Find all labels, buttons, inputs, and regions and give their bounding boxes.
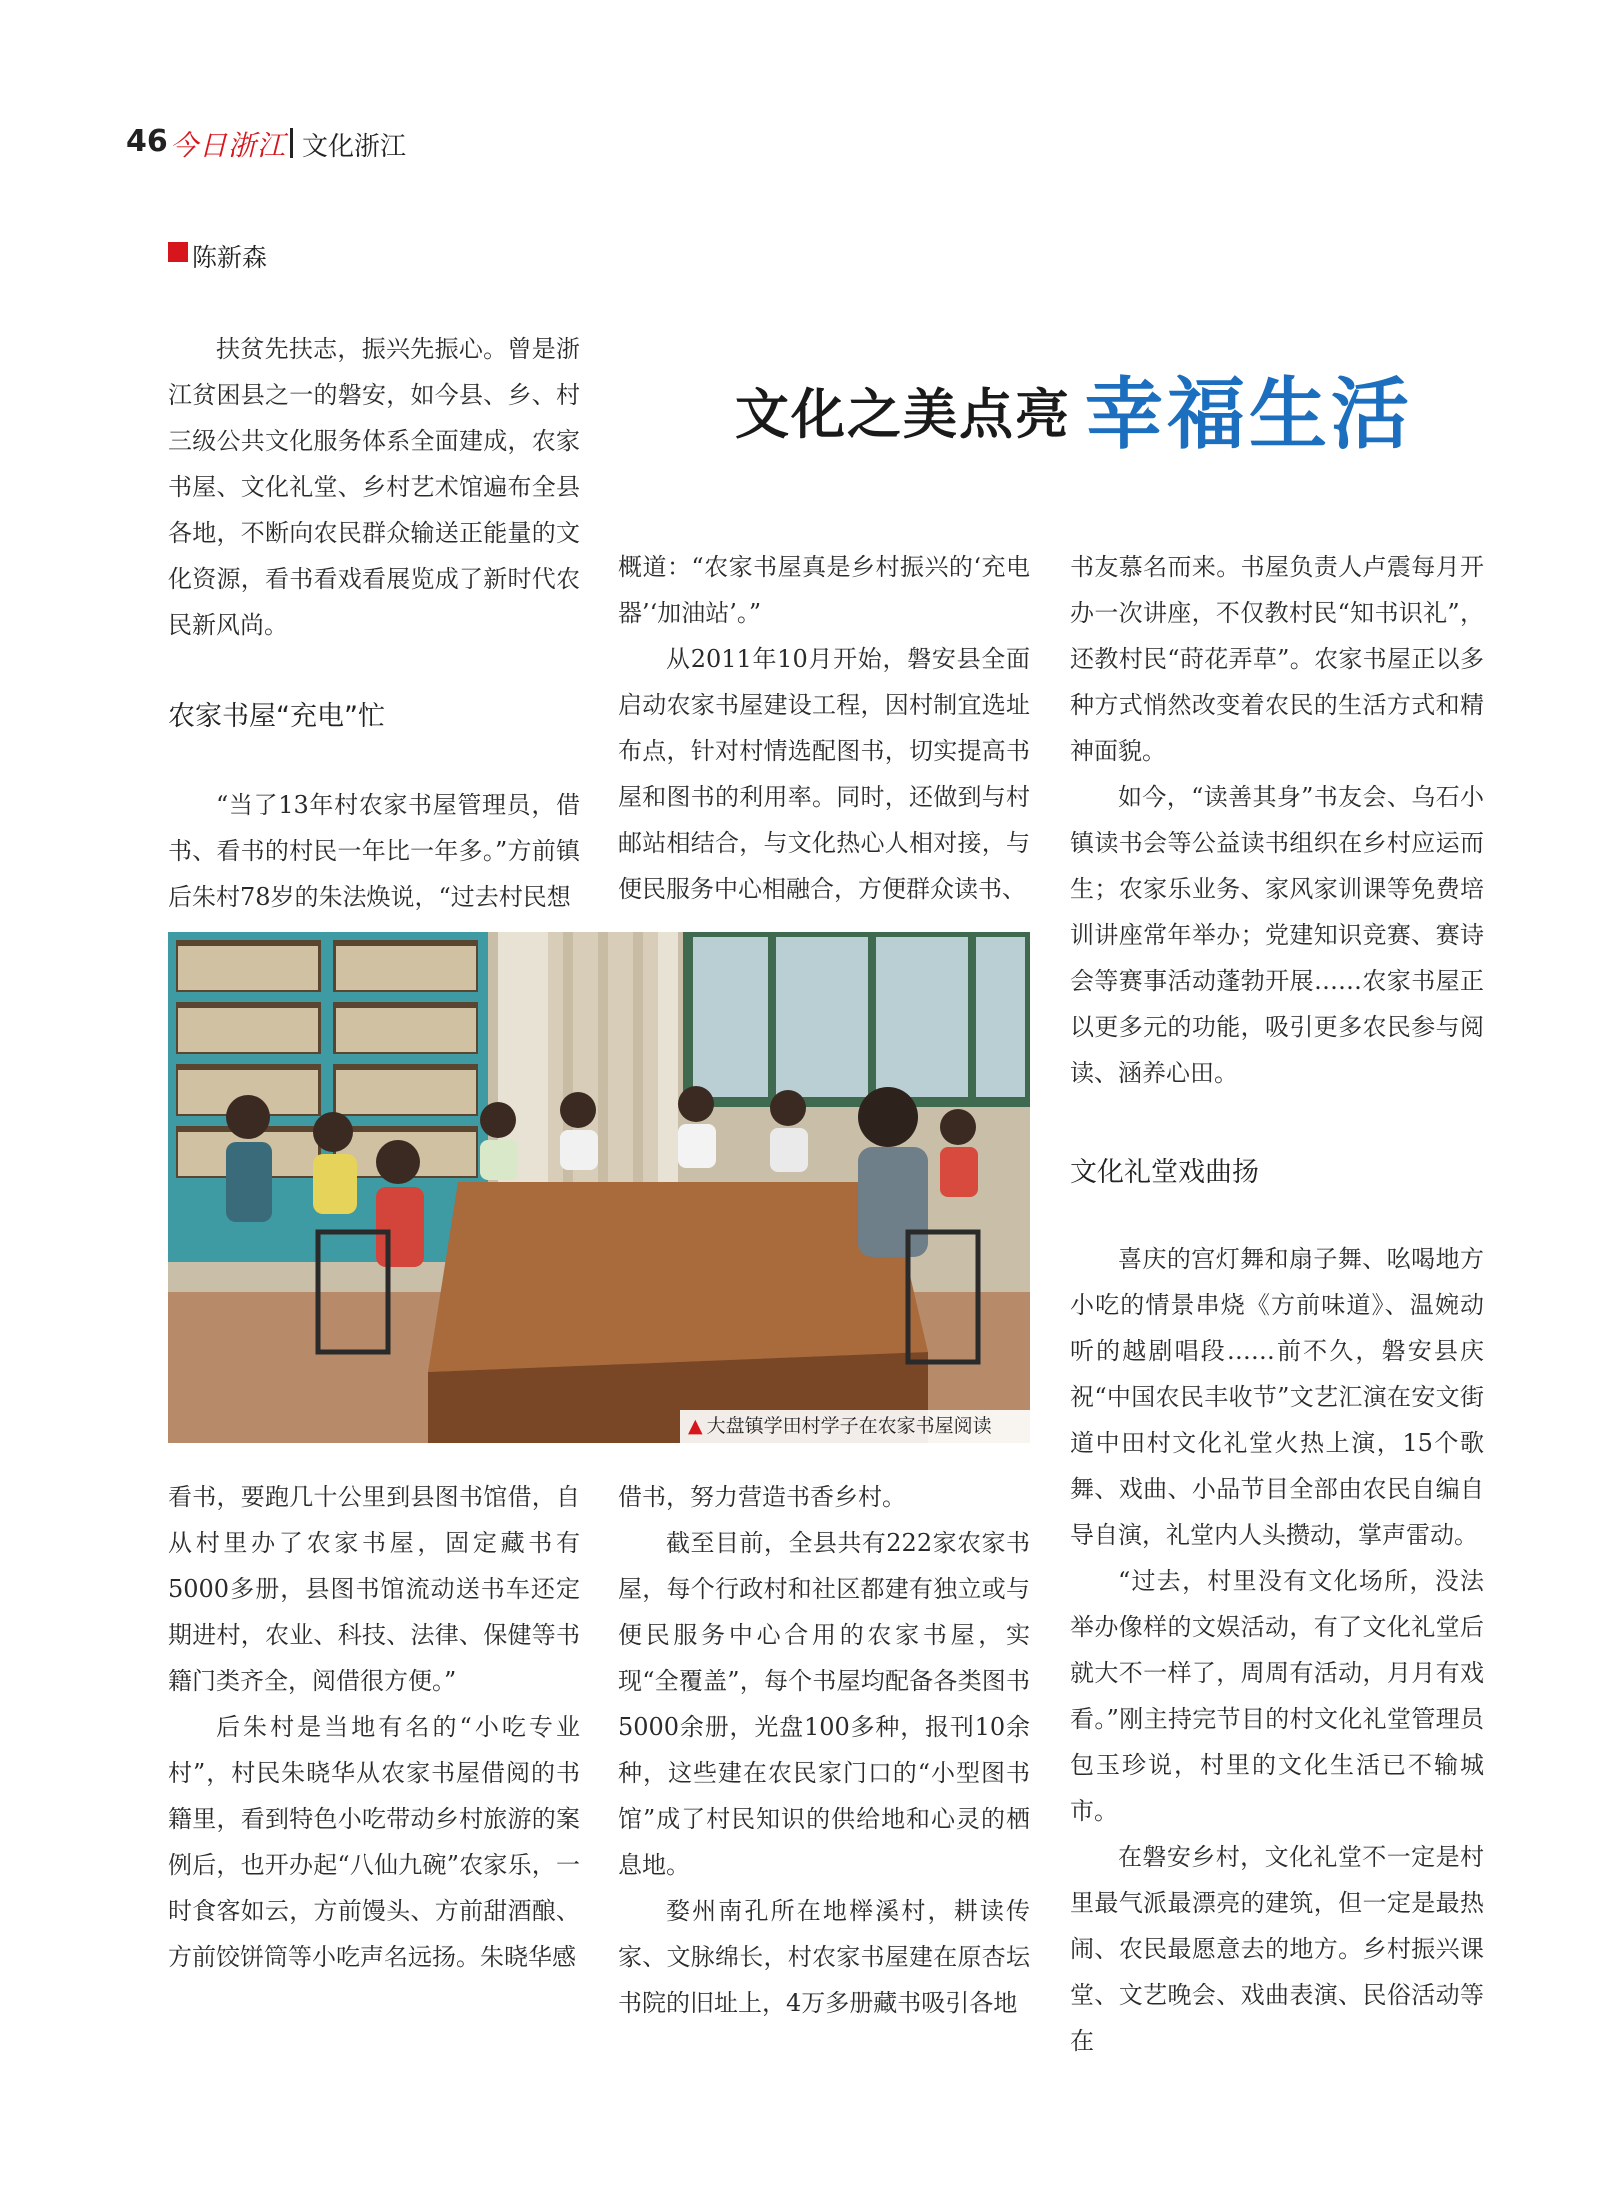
subhead-culture-hall: 文化礼堂戏曲扬 (1070, 1157, 1259, 1188)
paragraph: 看书，要跑几十公里到县图书馆借，自从村里办了农家书屋，固定藏书有5000多册，县图书馆流动送书车还定期进村，农业、科技、法律、保健等书籍门类齐全，阅借很方便。” (168, 1483, 580, 1695)
paragraph: 概道：“农家书屋真是乡村振兴的‘充电器’‘加油站’。” (618, 553, 1030, 627)
article-title-part2: 幸福生活 (1085, 370, 1414, 460)
header-divider (290, 128, 293, 158)
col1-upper (168, 782, 580, 920)
library-photo (168, 932, 1030, 1443)
paragraph: “当了13年村农家书屋管理员，借书、看书的村民一年比一年多。”方前镇后朱村78岁的朱法焕说，“过去村民想 (168, 791, 580, 911)
paragraph: 书友慕名而来。书屋负责人卢震每月开办一次讲座，不仅教村民“知书识礼”，还教村民“莳花弄草”。农家书屋正以多种方式悄然改变着农民的生活方式和精神面貌。 (1070, 553, 1484, 765)
paragraph: 后朱村是当地有名的“小吃专业村”，村民朱晓华从农家书屋借阅的书籍里，看到特色小吃带动乡村旅游的案例后，也开办起“八仙九碗”农家乐，一时食客如云，方前馒头、方前甜酒酿、方前饺饼筒等小吃声名远扬。朱晓华感 (168, 1713, 580, 1971)
author-name: 陈新森 (192, 243, 268, 272)
magazine-logo: 今日浙江 (170, 129, 287, 162)
photo-caption (680, 1410, 1030, 1443)
col2-lower (618, 1474, 1030, 2026)
paragraph: “过去，村里没有文化场所，没法举办像样的文娱活动，有了文化礼堂后就大不一样了，周周有活动，月月有戏看。”刚主持完节目的村文化礼堂管理员包玉珍说，村里的文化生活已不输城市。 (1070, 1567, 1484, 1825)
paragraph: 在磐安乡村，文化礼堂不一定是村里最气派最漂亮的建筑，但一定是最热闹、农民最愿意去的地方。乡村振兴课堂、文艺晚会、戏曲表演、民俗活动等在 (1070, 1843, 1484, 2055)
col2-upper (618, 544, 1030, 912)
paragraph: 借书，努力营造书香乡村。 (618, 1483, 906, 1511)
col3-upper (1070, 544, 1484, 1096)
lead-paragraph: 扶贫先扶志，振兴先振心。曾是浙江贫困县之一的磐安，如今县、乡、村三级公共文化服务体系全面建成，农家书屋、文化礼堂、乡村艺术馆遍布全县各地，不断向农民群众输送正能量的文化资源，看书看戏看展览成了新时代农民新风尚。 (168, 335, 580, 639)
paragraph: 从2011年10月开始，磐安县全面启动农家书屋建设工程，因村制宜选址布点，针对村情选配图书，切实提高书屋和图书的利用率。同时，还做到与村邮站相结合，与文化热心人相对接，与便民服务中心相融合，方便群众读书、 (618, 645, 1030, 903)
section-name: 文化浙江 (302, 132, 407, 162)
caption-marker-icon: ▲ (688, 1415, 703, 1437)
col3-lower (1070, 1236, 1484, 2064)
paragraph: 如今，“读善其身”书友会、乌石小镇读书会等公益读书组织在乡村应运而生；农家乐业务、家风家训课等免费培训讲座常年举办；党建知识竞赛、赛诗会等赛事活动蓬勃开展……农家书屋正以更多元的功能，吸引更多农民参与阅读、涵养心田。 (1070, 783, 1484, 1087)
paragraph: 婺州南孔所在地榉溪村，耕读传家、文脉绵长，村农家书屋建在原杏坛书院的旧址上，4万多册藏书吸引各地 (618, 1897, 1030, 2017)
caption-text: 大盘镇学田村学子在农家书屋阅读 (706, 1415, 992, 1437)
article-title-part1: 文化之美点亮 (735, 382, 1071, 446)
subhead-bookhouse: 农家书屋“充电”忙 (168, 701, 385, 732)
col1-lower (168, 1474, 580, 1980)
paragraph: 截至目前，全县共有222家农家书屋，每个行政村和社区都建有独立或与便民服务中心合用的农家书屋，实现“全覆盖”，每个书屋均配备各类图书5000余册，光盘100多种，报刊10余种，这些建在农民家门口的“小型图书馆”成了村民知识的供给地和心灵的栖息地。 (618, 1529, 1030, 1879)
page-number: 46 (126, 124, 168, 159)
paragraph: 喜庆的宫灯舞和扇子舞、吆喝地方小吃的情景串烧《方前味道》、温婉动听的越剧唱段……前不久，磐安县庆祝“中国农民丰收节”文艺汇演在安文街道中田村文化礼堂火热上演，15个歌舞、戏曲、小品节目全部由农民自编自导自演，礼堂内人头攒动，掌声雷动。 (1070, 1245, 1484, 1549)
byline-marker (168, 242, 188, 262)
col1-lead (168, 326, 580, 648)
